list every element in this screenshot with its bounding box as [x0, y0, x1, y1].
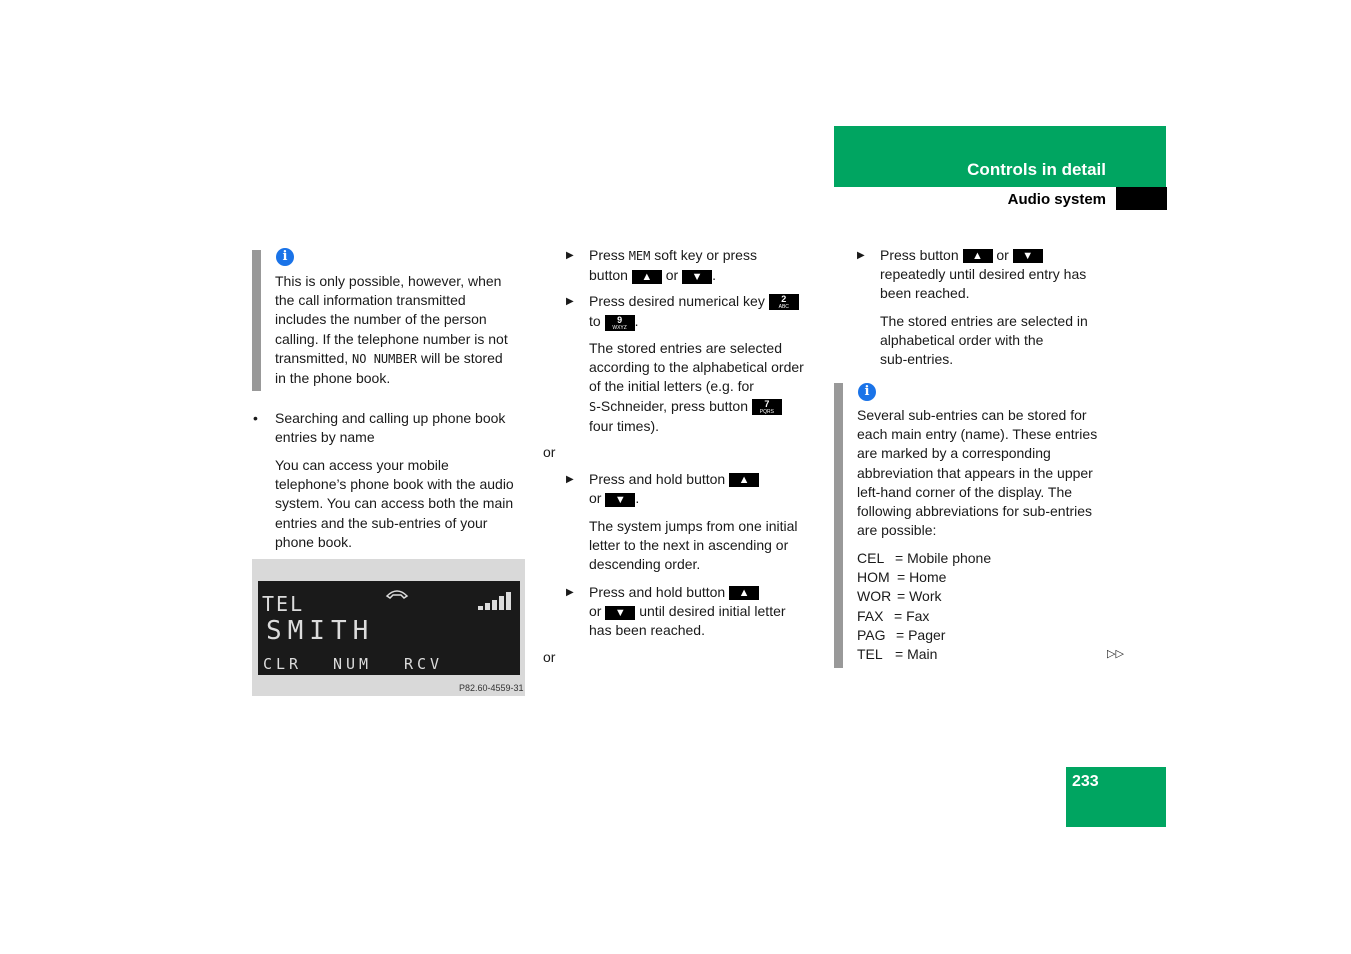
- step-numkey: [589, 292, 829, 331]
- bullet-line: Searching and calling up phone book: [275, 410, 506, 426]
- step-text: until desired initial letter: [639, 603, 786, 620]
- key-digit: 7: [764, 398, 770, 409]
- info-note: [857, 406, 1117, 540]
- para-line: descending order.: [589, 556, 701, 573]
- up-button-icon: ▲: [963, 249, 993, 263]
- para-line: telephone’s phone book with the audio: [275, 476, 514, 493]
- continue-icon: ▷▷: [1107, 648, 1124, 660]
- step-line: [589, 246, 829, 266]
- abbr-meaning: = Mobile phone: [895, 550, 992, 566]
- step-text: Press and hold button: [589, 584, 726, 600]
- down-button-icon: ▼: [605, 493, 635, 507]
- step-text: .: [634, 313, 639, 330]
- step-text: to: [589, 313, 601, 330]
- para-line: The system jumps from one initial: [589, 518, 798, 534]
- down-button-icon: ▼: [1013, 249, 1043, 263]
- step-marker-icon: ▶: [566, 296, 574, 307]
- key-letters: PQRS: [759, 408, 774, 415]
- info-text: will be stored: [420, 349, 503, 366]
- para-line: The stored entries are selected: [589, 340, 782, 356]
- info-bar: [252, 250, 261, 391]
- display-line-name: SMITH: [266, 616, 375, 646]
- step-line: been reached.: [880, 285, 970, 302]
- abbr-code: PAG: [857, 626, 886, 643]
- para-line: letter to the next in ascending or: [589, 537, 789, 554]
- info-note: [275, 272, 530, 388]
- abbr-row: [857, 568, 1057, 587]
- up-button-icon: ▲: [729, 586, 759, 600]
- step-text: Press desired numerical key: [589, 293, 765, 309]
- image-code: P82.60-4559-31: [459, 683, 524, 693]
- display-text-s: S: [589, 399, 597, 414]
- info-line: left-hand corner of the display. The: [857, 483, 1073, 500]
- info-bar: [834, 383, 843, 668]
- step-text: .: [635, 490, 640, 507]
- display-softkey-clr: CLR: [263, 655, 303, 673]
- abbr-code: CEL: [857, 550, 885, 566]
- abbr-meaning: = Work: [897, 588, 942, 605]
- down-button-icon: ▼: [682, 270, 712, 284]
- step-text: Press: [589, 247, 625, 263]
- para-line: The stored entries are selected in: [880, 313, 1088, 329]
- info-line: are possible:: [857, 522, 937, 539]
- step-hold: [589, 470, 829, 508]
- abbreviation-list: [857, 549, 1057, 664]
- info-line: includes the number of the person: [275, 311, 487, 328]
- abbr-row: [857, 626, 1057, 645]
- section-title: Controls in detail: [967, 160, 1106, 179]
- abbr-meaning: = Fax: [894, 607, 930, 624]
- abbr-code: WOR: [857, 588, 892, 605]
- info-line: This is only possible, however, when: [275, 273, 502, 289]
- para-text: -Schneider, press button: [596, 397, 748, 414]
- paragraph: [880, 312, 1120, 370]
- info-line: Several sub-entries can be stored for: [857, 407, 1087, 423]
- abbr-row: [857, 549, 1057, 568]
- step-text: or: [665, 267, 679, 284]
- abbr-code: TEL: [857, 646, 883, 663]
- paragraph: [589, 339, 829, 436]
- para-line: system. You can access both the main: [275, 495, 514, 512]
- para-line: of the initial letters (e.g. for: [589, 378, 754, 395]
- up-button-icon: ▲: [729, 473, 759, 487]
- display-text-mem: MEM: [628, 249, 651, 263]
- info-line: [275, 349, 530, 369]
- info-line: the call information transmitted: [275, 292, 466, 309]
- display-softkey-rcv: RCV: [404, 655, 444, 673]
- abbr-meaning: = Home: [897, 569, 947, 586]
- page-number: 233: [1072, 773, 1099, 790]
- step-press: [880, 246, 1120, 304]
- step-line: [589, 266, 829, 285]
- or-label: or: [543, 444, 556, 460]
- abbr-row: [857, 607, 1057, 626]
- step-text: .: [712, 267, 716, 284]
- step-line: [589, 470, 829, 489]
- or-label: or: [543, 649, 556, 665]
- abbr-row: [857, 587, 1057, 606]
- para-line: alphabetical order with the: [880, 332, 1044, 349]
- key-9-icon: [605, 315, 635, 331]
- up-button-icon: ▲: [632, 270, 662, 284]
- para-line: sub-entries.: [880, 351, 954, 368]
- abbr-code: FAX: [857, 607, 884, 624]
- bullet-icon: •: [253, 410, 258, 426]
- phone-icon: [385, 587, 409, 601]
- info-line: abbreviation that appears in the upper: [857, 464, 1093, 481]
- key-digit: 2: [781, 294, 787, 305]
- key-2-icon: [769, 294, 799, 310]
- header-marker: [1116, 187, 1167, 210]
- step-line: [589, 292, 829, 311]
- abbr-code: HOM: [857, 569, 890, 586]
- step-line: [589, 602, 829, 621]
- step-text: button: [589, 267, 628, 284]
- para-line: according to the alphabetical order: [589, 359, 804, 376]
- para-line: entries and the sub-entries of your: [275, 514, 488, 531]
- para-line: phone book.: [275, 533, 353, 550]
- paragraph: [589, 517, 829, 575]
- para-line: four times).: [589, 417, 660, 434]
- display-softkey-num: NUM: [333, 655, 373, 673]
- step-marker-icon: ▶: [566, 474, 574, 485]
- step-mem: [589, 246, 829, 285]
- step-text: or: [996, 247, 1009, 263]
- down-button-icon: ▼: [605, 606, 635, 620]
- step-line: [589, 583, 829, 602]
- step-marker-icon: ▶: [857, 250, 865, 261]
- step-line: [589, 312, 829, 331]
- step-text: or: [589, 490, 602, 507]
- section-subtitle: Audio system: [1007, 191, 1106, 208]
- info-line: calling. If the telephone number is not: [275, 330, 508, 347]
- step-text: soft key or press: [654, 247, 757, 263]
- key-digit: 9: [617, 314, 623, 325]
- step-marker-icon: ▶: [566, 587, 574, 598]
- key-letters: ABC: [778, 304, 789, 311]
- info-line: in the phone book.: [275, 370, 391, 387]
- key-letters: WXYZ: [612, 324, 627, 331]
- step-line: repeatedly until desired entry has: [880, 266, 1087, 283]
- step-hold-until: [589, 583, 829, 641]
- step-text: or: [589, 603, 602, 620]
- paragraph: [275, 456, 530, 552]
- info-line: are marked by a corresponding: [857, 445, 1051, 462]
- step-line: has been reached.: [589, 622, 705, 639]
- info-text: transmitted,: [275, 349, 349, 366]
- display-line-tel: TEL: [262, 592, 305, 616]
- abbr-meaning: = Pager: [896, 626, 946, 643]
- para-line: [589, 397, 829, 417]
- bullet-line: entries by name: [275, 429, 375, 446]
- step-line: [589, 489, 829, 508]
- bullet-item: [275, 409, 530, 447]
- abbr-row: [857, 645, 1057, 664]
- info-icon: i: [276, 248, 294, 266]
- info-line: following abbreviations for sub-entries: [857, 503, 1093, 520]
- para-line: You can access your mobile: [275, 457, 449, 473]
- step-text: Press and hold button: [589, 471, 726, 487]
- key-7-icon: [752, 399, 782, 415]
- step-line: [880, 246, 1120, 265]
- info-line: each main entry (name). These entries: [857, 426, 1098, 443]
- display-text-no-number: NO NUMBER: [352, 351, 418, 366]
- step-text: Press button: [880, 247, 959, 263]
- signal-strength-icon: [478, 590, 516, 612]
- abbr-meaning: = Main: [895, 646, 938, 663]
- info-icon: i: [858, 383, 876, 401]
- step-marker-icon: ▶: [566, 250, 574, 261]
